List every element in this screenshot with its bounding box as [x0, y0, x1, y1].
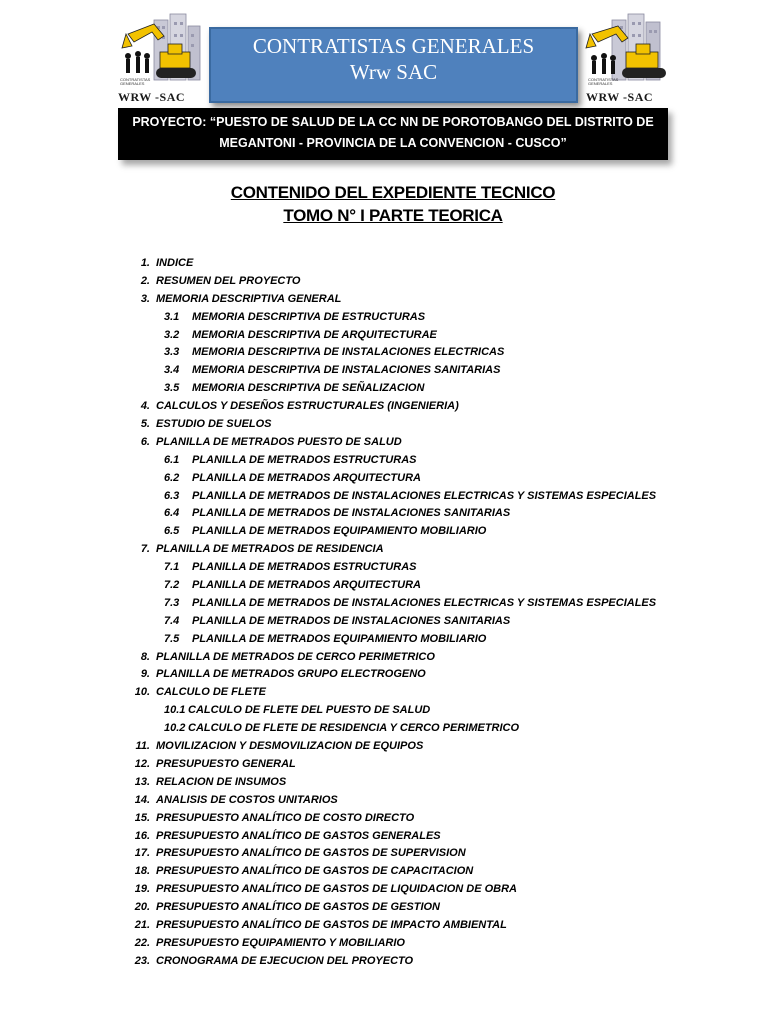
toc-item [0, 899, 768, 917]
toc-item-label: PLANILLA DE METRADOS ESTRUCTURAS [192, 561, 417, 574]
toc-item [0, 774, 768, 792]
logo-small-line: CONTRATISTAS [588, 77, 619, 82]
toc-item-label: MEMORIA DESCRIPTIVA DE INSTALACIONES SANITARIAS [192, 364, 501, 377]
toc-item [0, 666, 768, 684]
toc-item-number: 13. [134, 775, 150, 788]
toc-item-number: 7.3 [164, 596, 180, 609]
toc-item-number: 6.2 [164, 471, 180, 484]
project-banner [118, 108, 668, 160]
toc-item-number: 18. [134, 865, 150, 878]
toc-item [0, 595, 768, 613]
toc-item-label: PLANILLA DE METRADOS EQUIPAMIENTO MOBILIARIO [192, 525, 487, 538]
toc-item-number: 3.2 [164, 328, 180, 341]
table-of-contents [0, 255, 768, 971]
logo-small-line: GENERALES [588, 81, 613, 86]
toc-item [0, 398, 768, 416]
toc-item-label: MEMORIA DESCRIPTIVA DE ESTRUCTURAS [192, 310, 426, 323]
company-name: CONTRATISTAS GENERALES [252, 34, 535, 58]
toc-item [0, 845, 768, 863]
toc-item-number: 14. [134, 793, 150, 806]
toc-item-label: MEMORIA DESCRIPTIVA GENERAL [156, 292, 342, 305]
toc-item [0, 881, 768, 899]
toc-item [0, 577, 768, 595]
toc-item-label: PLANILLA DE METRADOS ARQUITECTURA [192, 579, 421, 592]
toc-item-number: 23. [134, 954, 150, 967]
toc-item-number: 7. [140, 543, 150, 556]
toc-item-number: 10.2 [164, 722, 186, 735]
toc-item [0, 756, 768, 774]
toc-item-number: 3.4 [164, 364, 180, 377]
toc-item-number: 4. [140, 400, 150, 413]
toc-item-number: 1. [140, 257, 150, 269]
toc-item-label: RESUMEN DEL PROYECTO [156, 274, 301, 287]
toc-item-number: 10.1 [164, 704, 186, 717]
toc-item-label: MEMORIA DESCRIPTIVA DE ARQUITECTURAE [192, 328, 437, 341]
toc-item-label: RELACION DE INSUMOS [156, 775, 287, 788]
logo-small-text [120, 78, 150, 86]
toc-item-number: 3.5 [164, 382, 180, 395]
toc-item-label: PRESUPUESTO ANALÍTICO DE GASTOS DE LIQUIDACION DE OBRA [156, 883, 517, 896]
toc-item-label: ESTUDIO DE SUELOS [156, 418, 272, 431]
toc-item-number: 8. [140, 650, 150, 663]
toc-item-label: PRESUPUESTO ANALÍTICO DE COSTO DIRECTO [156, 811, 415, 824]
toc-item [0, 631, 768, 649]
toc-item-label: MOVILIZACION Y DESMOVILIZACION DE EQUIPOS [156, 740, 424, 753]
toc-item-label: PLANILLA DE METRADOS EQUIPAMIENTO MOBILIARIO [192, 632, 487, 645]
toc-item-number: 3.3 [164, 346, 180, 359]
toc-item-label: PLANILLA DE METRADOS ESTRUCTURAS [192, 453, 417, 466]
toc-item-number: 6. [140, 435, 150, 448]
toc-item-number: 7.5 [164, 632, 180, 645]
toc-item-number: 5. [140, 418, 150, 431]
toc-item [0, 291, 768, 309]
toc-item-number: 11. [135, 740, 150, 753]
toc-item-label: MEMORIA DESCRIPTIVA DE SEÑALIZACION [192, 382, 425, 395]
toc-item [0, 649, 768, 667]
company-logo-right [582, 12, 674, 104]
document-subtitle: TOMO N° I PARTE TEORICA [283, 206, 503, 225]
toc-item [0, 488, 768, 506]
project-line-2: MEGANTONI - PROVINCIA DE LA CONVENCION - CUSCO” [219, 136, 567, 150]
toc-item-number: 6.1 [164, 453, 180, 466]
toc-item [0, 470, 768, 488]
toc-item [0, 523, 768, 541]
toc-item-label: CALCULO DE FLETE [156, 686, 266, 699]
toc-item-label: PRESUPUESTO EQUIPAMIENTO Y MOBILIARIO [156, 936, 405, 949]
toc-item-number: 6.3 [164, 489, 180, 502]
toc-item [0, 917, 768, 935]
toc-item [0, 810, 768, 828]
toc-item [0, 309, 768, 327]
toc-item-label: PLANILLA DE METRADOS DE INSTALACIONES SANITARIAS [192, 507, 511, 520]
toc-item-label: PRESUPUESTO ANALÍTICO DE GASTOS GENERALES [156, 829, 441, 842]
toc-item [0, 434, 768, 452]
toc-item [0, 702, 768, 720]
toc-item [0, 273, 768, 291]
logo-small-text [588, 78, 618, 86]
toc-item-label: PLANILLA DE METRADOS DE INSTALACIONES ELECTRICAS Y SISTEMAS ESPECIALES [192, 596, 657, 609]
toc-item-label: PRESUPUESTO GENERAL [156, 757, 296, 770]
toc-item-label: ANALISIS DE COSTOS UNITARIOS [156, 793, 338, 806]
logo-caption: WRW -SAC [118, 90, 186, 104]
toc-item-number: 15. [134, 811, 150, 824]
toc-item-number: 7.4 [164, 614, 180, 627]
toc-item [0, 505, 768, 523]
toc-item-number: 6.5 [164, 525, 180, 538]
toc-item-label: CALCULO DE FLETE DEL PUESTO DE SALUD [188, 704, 431, 717]
toc-item-label: PLANILLA DE METRADOS DE CERCO PERIMETRICO [156, 650, 435, 663]
toc-item [0, 559, 768, 577]
logo-caption: WRW -SAC [586, 90, 654, 104]
toc-item-number: 19. [134, 883, 150, 896]
toc-item-label: PRESUPUESTO ANALÍTICO DE GASTOS DE GESTION [156, 901, 441, 914]
toc-item [0, 684, 768, 702]
toc-item-number: 9. [140, 668, 150, 681]
toc-item [0, 452, 768, 470]
toc-item-label: PLANILLA DE METRADOS GRUPO ELECTROGENO [156, 668, 426, 681]
toc-item-number: 3. [140, 292, 150, 305]
toc-item-label: PLANILLA DE METRADOS PUESTO DE SALUD [156, 435, 402, 448]
toc-item-label: INDICE [156, 257, 194, 269]
company-subname: Wrw SAC [349, 60, 438, 84]
toc-item-label: CALCULOS Y DESEÑOS ESTRUCTURALES (INGENIERIA) [156, 400, 459, 413]
company-logo-left [114, 12, 206, 104]
toc-item-number: 6.4 [164, 507, 180, 520]
toc-item-label: PLANILLA DE METRADOS DE INSTALACIONES SANITARIAS [192, 614, 511, 627]
toc-item-number: 17. [134, 847, 150, 860]
toc-item [0, 953, 768, 971]
toc-item [0, 828, 768, 846]
toc-item-label: PRESUPUESTO ANALÍTICO DE GASTOS DE SUPERVISION [156, 847, 466, 860]
toc-item-number: 16. [134, 829, 150, 842]
toc-item [0, 416, 768, 434]
toc-item-number: 3.1 [164, 310, 180, 323]
toc-item-number: 10. [134, 686, 150, 699]
toc-item-label: PLANILLA DE METRADOS ARQUITECTURA [192, 471, 421, 484]
logo-small-line: GENERALES [120, 81, 145, 86]
toc-item-number: 7.2 [164, 579, 180, 592]
toc-item-number: 7.1 [164, 561, 180, 574]
toc-item [0, 613, 768, 631]
toc-item [0, 720, 768, 738]
logo-small-line: CONTRATISTAS [120, 77, 151, 82]
toc-item-label: PLANILLA DE METRADOS DE RESIDENCIA [156, 543, 384, 556]
toc-item-number: 21. [134, 918, 150, 931]
toc-item-label: PRESUPUESTO ANALÍTICO DE GASTOS DE IMPACTO AMBIENTAL [156, 918, 507, 931]
toc-item-label: PLANILLA DE METRADOS DE INSTALACIONES ELECTRICAS Y SISTEMAS ESPECIALES [192, 489, 657, 502]
toc-item [0, 344, 768, 362]
toc-item-label: MEMORIA DESCRIPTIVA DE INSTALACIONES ELECTRICAS [192, 346, 505, 359]
toc-item [0, 327, 768, 345]
project-line-1: PROYECTO: “PUESTO DE SALUD DE LA CC NN DE POROTOBANGO DEL DISTRITO DE [132, 115, 654, 129]
toc-item [0, 362, 768, 380]
toc-item-label: CALCULO DE FLETE DE RESIDENCIA Y CERCO PERIMETRICO [188, 722, 520, 735]
toc-item-number: 22. [134, 936, 150, 949]
toc-item-number: 20. [134, 901, 150, 914]
toc-item [0, 541, 768, 559]
toc-item-label: CRONOGRAMA DE EJECUCION DEL PROYECTO [156, 954, 414, 967]
toc-item [0, 792, 768, 810]
toc-item [0, 255, 768, 273]
toc-item-label: PRESUPUESTO ANALÍTICO DE GASTOS DE CAPACITACION [156, 865, 474, 878]
toc-item [0, 935, 768, 953]
toc-item [0, 738, 768, 756]
company-title-box [209, 27, 578, 103]
document-title: CONTENIDO DEL EXPEDIENTE TECNICO [230, 183, 556, 202]
toc-item-number: 12. [134, 757, 150, 770]
toc-item-number: 2. [140, 274, 150, 287]
toc-item [0, 863, 768, 881]
toc-item [0, 380, 768, 398]
